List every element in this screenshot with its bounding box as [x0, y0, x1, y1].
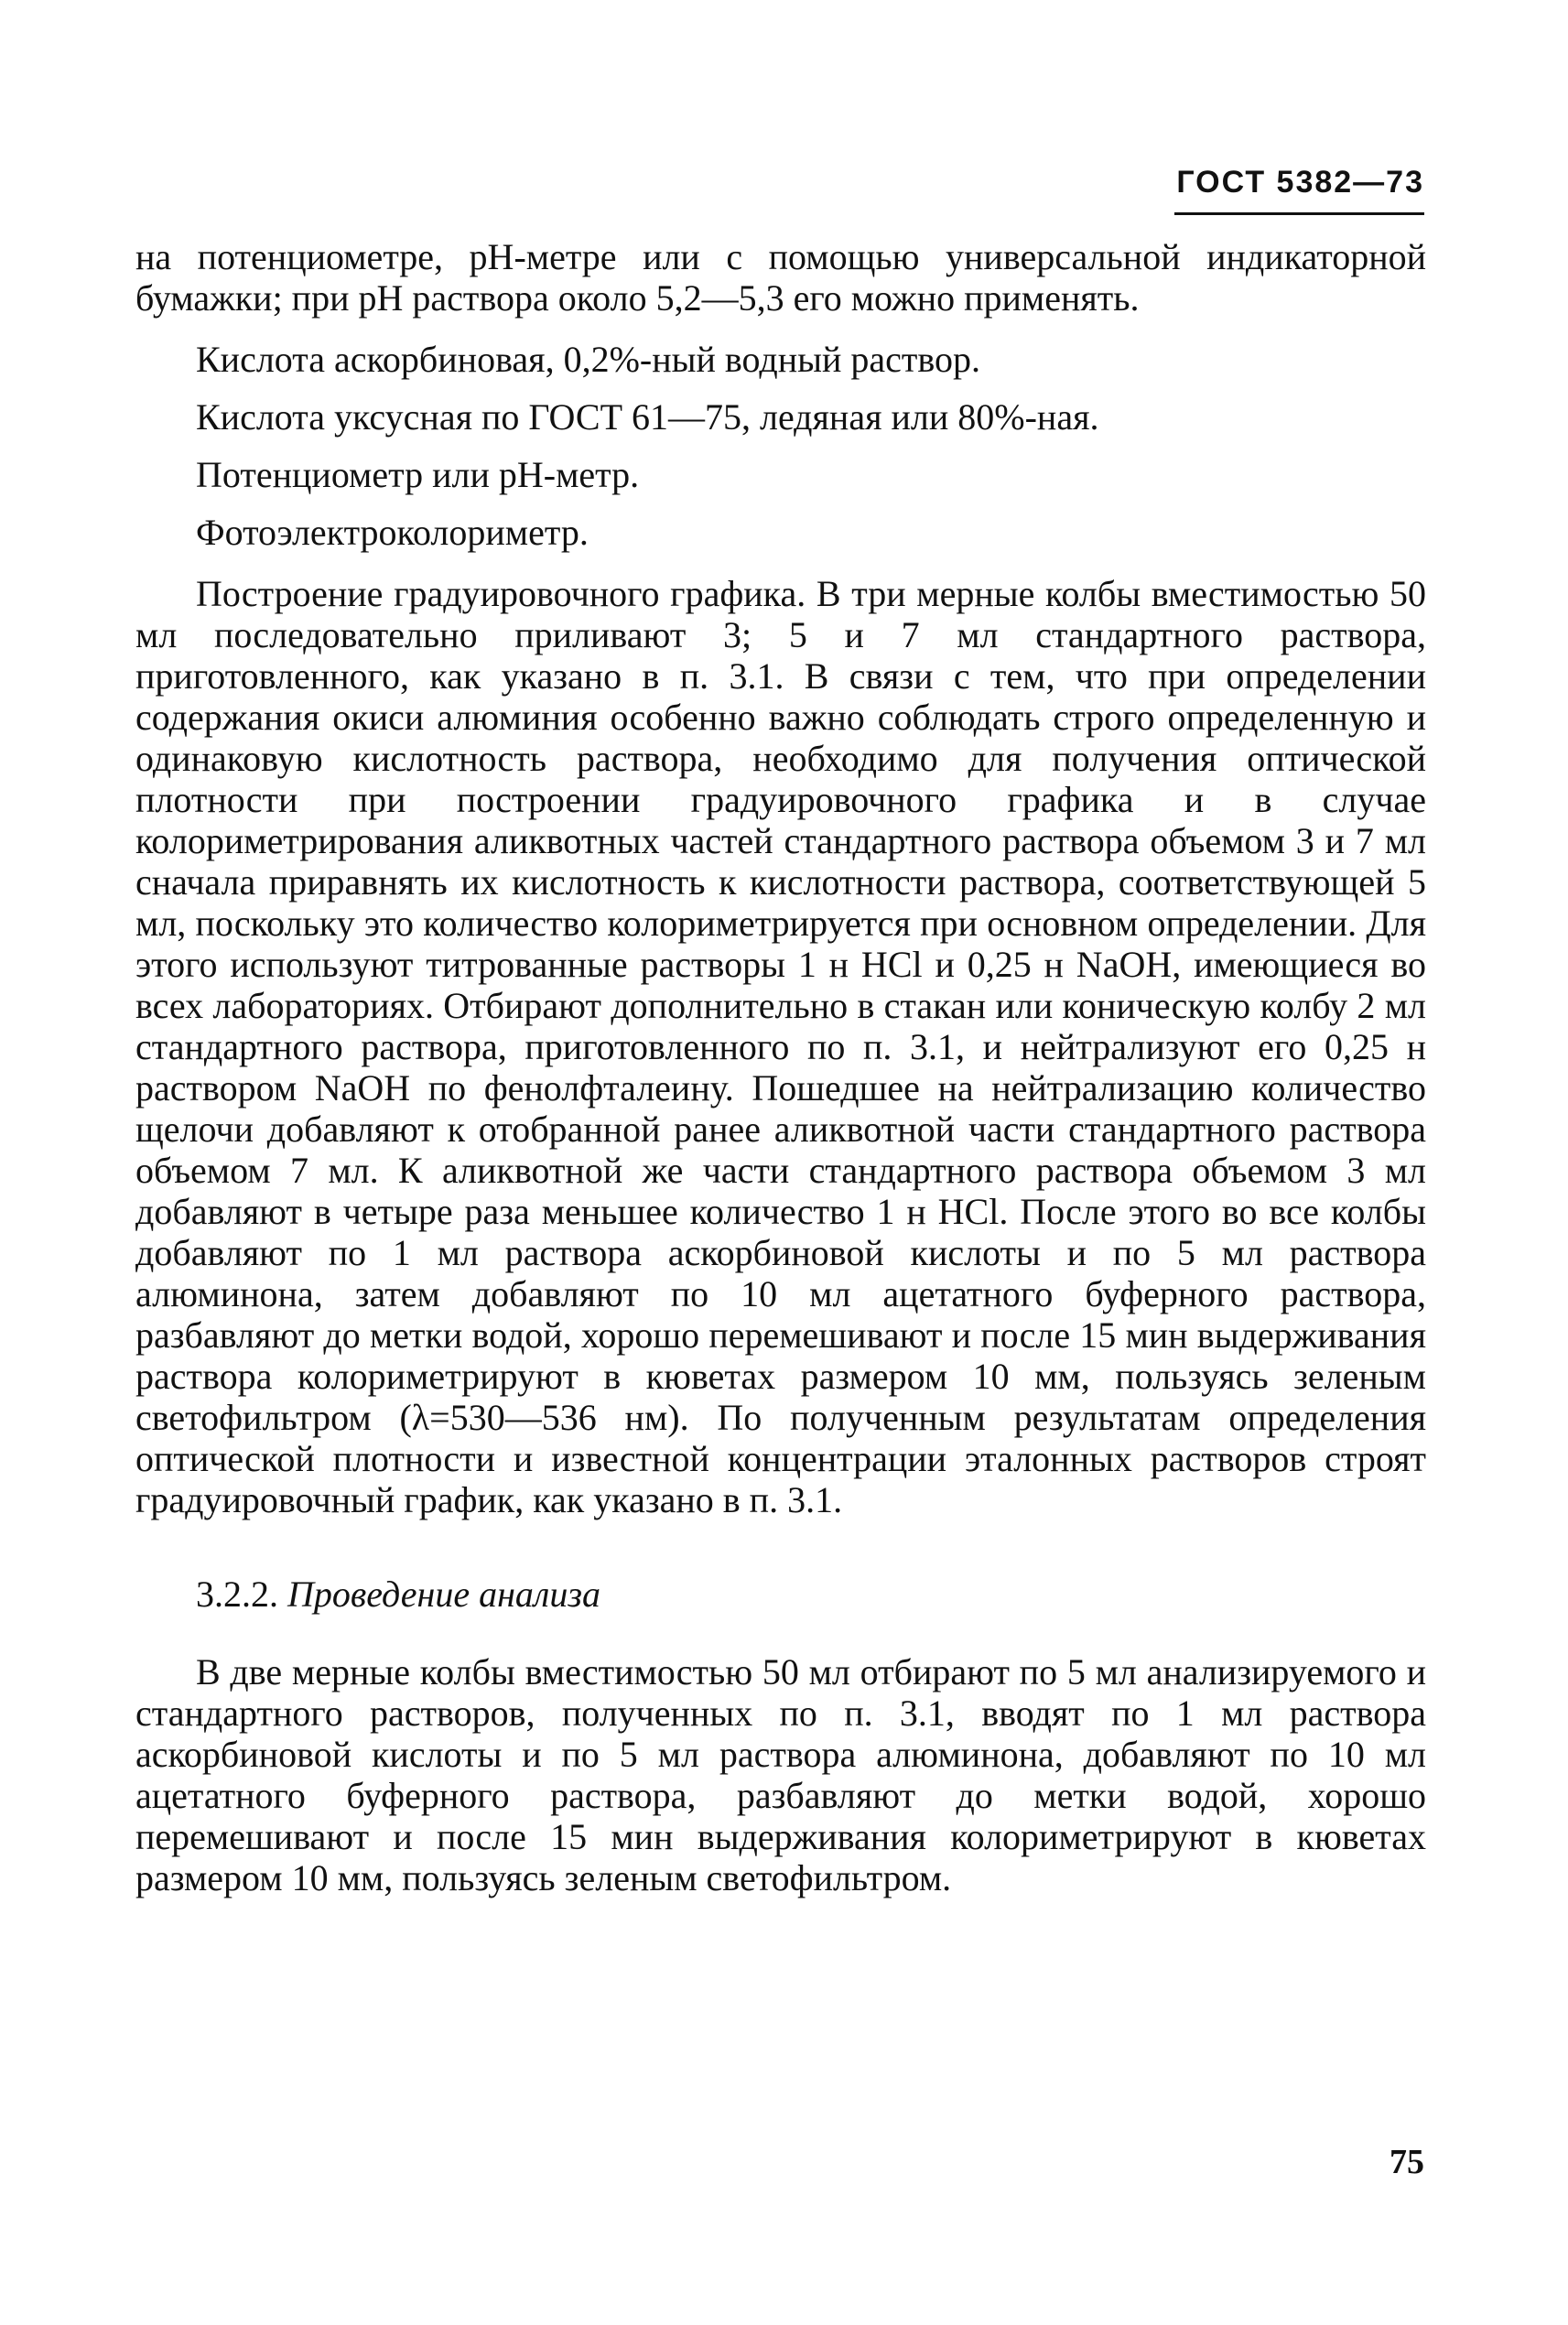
section-heading	[135, 1573, 1426, 1615]
header-rule	[1174, 212, 1424, 215]
paragraph-potentiometer: Потенциометр или pH-метр.	[196, 454, 640, 495]
paragraph-acetic-acid: Кислота уксусная по ГОСТ 61—75, ледяная или 80%-ная.	[196, 396, 1099, 438]
paragraph-calibration-curve: Построение градуировочного графика. В три мерные колбы вместимостью 50 мл последовательно приливают 3; 5 и 7 мл стандартного раствора, приготовленного, как указано в п. 3.1. В связи с тем, что при определении содержания окиси алюминия особенно важно соблюдать строго определенную и одинаковую кислотность раствора, необходимо для получения оптической плотности при построении градуировочного графика и в случае колориметрирования аликвотных частей стандартного раствора объемом 3 и 7 мл сначала приравнять их кислотность к кислотности раствора, соответствующей 5 мл, поскольку это количество колориметрируется при основном определении. Для этого используют титрованные растворы 1 н HCl и 0,25 н NaOH, имеющиеся во всех лабораториях. Отбирают дополнительно в стакан или коническую колбу 2 мл стандартного раствора, приготовленного по п. 3.1, и нейтрализуют его 0,25 н раствором NaOH по фенолфталеину. Пошедшее на нейтрализацию количество щелочи добавляют к отобранной ранее аликвотной части стандартного раствора объемом 7 мл. К аликвотной же части стандартного раствора объемом 3 мл добавляют в четыре раза меньшее количество 1 н HCl. После этого во все колбы добавляют по 1 мл раствора аскорбиновой кислоты и по 5 мл раствора алюминона, затем добавляют по 10 мл ацетатного буферного раствора, разбавляют до метки водой, хорошо перемешивают и после 15 мин выдерживания раствора колориметрируют в кюветах размером 10 мм, пользуясь зеленым светофильтром (λ=530—536 нм). По полученным результатам определения оптической плотности и известной концентрации эталонных растворов строят градуировочный график, как указано в п. 3.1.	[135, 573, 1426, 1520]
paragraph-photoelectrocolorimeter: Фотоэлектроколориметр.	[196, 512, 589, 553]
paragraph-analysis: В две мерные колбы вместимостью 50 мл отбирают по 5 мл анализируемого и стандартного растворов, полученных по п. 3.1, вводят по 1 мл раствора аскорбиновой кислоты и по 5 мл раствора алюминона, добавляют по 10 мл ацетатного буферного раствора, разбавляют до метки водой, хорошо перемешивают и после 15 мин выдерживания колориметрируют в кюветах размером 10 мм, пользуясь зеленым светофильтром.	[135, 1651, 1426, 1898]
page-number: 75	[1390, 2143, 1424, 2181]
section-number: 3.2.2.	[196, 1573, 278, 1615]
paragraph-continuation: на потенциометре, pH-метре или с помощью универсальной индикаторной бумажки; при pH раствора около 5,2—5,3 его можно применять.	[135, 236, 1426, 319]
section-title: Проведение анализа	[287, 1573, 600, 1615]
document-standard-number: ГОСТ 5382—73	[1176, 165, 1424, 200]
paragraph-ascorbic-acid: Кислота аскорбиновая, 0,2%-ный водный раствор.	[196, 339, 981, 380]
document-body	[135, 236, 1426, 1898]
